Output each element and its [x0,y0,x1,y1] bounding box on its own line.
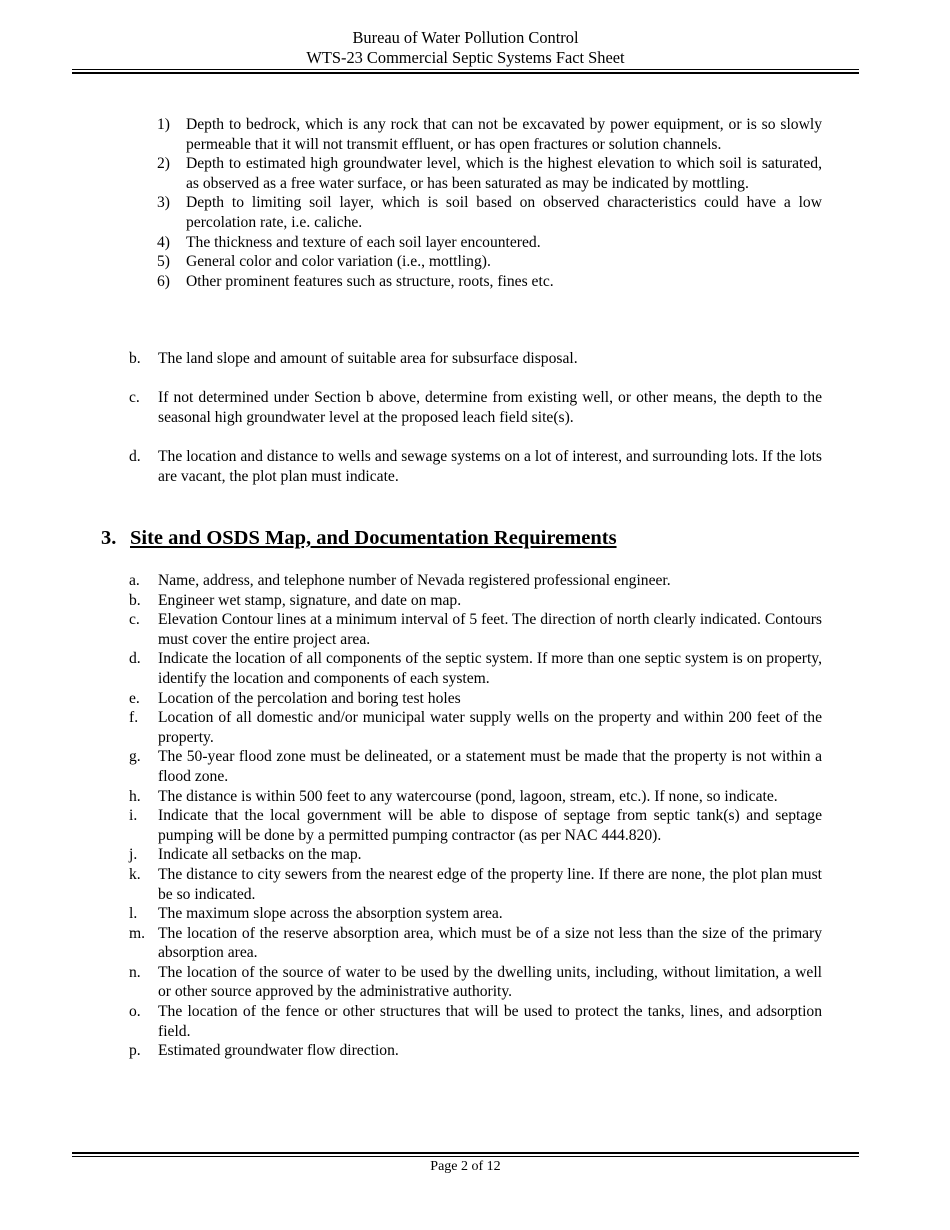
item-text: The thickness and texture of each soil layer encountered. [186,233,541,251]
list-item [129,806,822,845]
item-marker: p. [129,1042,141,1060]
header-rule-thick [72,72,859,74]
item-marker: m. [129,924,146,942]
item-text: The location of the reserve absorption area, which must be of a size not less than the size of the primary absorption area. [158,924,822,962]
item-text: Elevation Contour lines at a minimum interval of 5 feet. The direction of north clearly indicated. Contours must cover the entire project area. [158,611,822,648]
item-text: Depth to bedrock, which is any rock that can not be excavated by power equipment, or is so slowly permeable that it will not transmit effluent, or has open fractures or solution channels. [186,116,822,153]
header-bureau: Bureau of Water Pollution Control [352,28,579,47]
item-marker: l. [129,905,138,923]
list-item [157,272,822,292]
list-item [129,571,822,591]
item-marker: g. [129,748,141,766]
item-marker: 5) [157,253,170,271]
header-rule-thin [72,69,859,70]
list-item [129,447,822,486]
item-marker: k. [129,865,141,883]
list-item [129,708,822,747]
item-text: Depth to limiting soil layer, which is soil based on observed characteristics could have a low percolation rate, i.e. caliche. [186,194,822,231]
item-text: Location of the percolation and boring test holes [158,689,461,707]
list-item [129,963,822,1002]
list-item [129,649,822,688]
soil-characteristics-list [157,115,822,291]
item-marker: o. [129,1003,141,1021]
item-text: The location of the fence or other structures that will be used to protect the tanks, lines, and adsorption field. [158,1003,822,1040]
section-heading [101,526,617,550]
item-text: If not determined under Section b above, determine from existing well, or other means, the depth to the seasonal high groundwater level at the proposed leach field site(s). [158,389,822,426]
item-marker: 2) [157,155,170,173]
item-text: Indicate the location of all components of the septic system. If more than one septic system is on property, identify the location and components of each system. [158,650,822,687]
item-text: Indicate all setbacks on the map. [158,846,362,864]
item-marker: 6) [157,272,170,290]
item-text: The location of the source of water to be used by the dwelling units, including, without limitation, a well or other source approved by the administrative authority. [158,963,822,1001]
list-item [129,610,822,649]
item-text: Depth to estimated high groundwater level, which is the highest elevation to which soil is saturated, as observed as a free water surface, or has been saturated as may be indicated by mottling. [186,155,822,192]
item-marker: 4) [157,233,170,251]
item-marker: e. [129,689,140,707]
item-marker: b. [129,591,141,609]
list-item [129,787,822,807]
item-marker: d. [129,447,141,465]
item-marker: a. [129,572,140,589]
section-title: Site and OSDS Map, and Documentation Requirements [130,527,617,549]
item-text: Engineer wet stamp, signature, and date on map. [158,591,462,609]
list-item [157,193,822,232]
item-marker: c. [129,389,140,407]
item-marker: 3) [157,194,170,212]
list-item [157,115,822,154]
item-marker: f. [129,709,139,727]
list-item [157,252,822,272]
item-text: The distance to city sewers from the nearest edge of the property line. If there are none, the plot plan must be so indicated. [158,865,822,903]
page-header [72,28,859,67]
section-number: 3. [101,527,117,549]
item-marker: h. [129,787,141,805]
item-marker: c. [129,611,140,629]
item-marker: j. [129,846,138,864]
item-marker: n. [129,963,141,981]
list-item [129,1041,822,1061]
footer-rule-thick [72,1152,859,1154]
header-document-title: WTS-23 Commercial Septic Systems Fact Sheet [306,47,625,67]
item-text: The maximum slope across the absorption system area. [158,905,503,923]
item-text: Indicate that the local government will be able to dispose of septage from septic tank(s) and septage pumping will be done by a permitted pumping contractor (as per NAC 444.820). [158,807,822,844]
site-evaluation-list [129,349,822,506]
list-item [129,924,822,963]
list-item [129,904,822,924]
item-marker: i. [129,807,138,825]
list-item [157,154,822,193]
item-text: The 50-year flood zone must be delineated, or a statement must be made that the property is not within a flood zone. [158,748,822,785]
item-text: General color and color variation (i.e., mottling). [186,253,491,271]
item-marker: d. [129,650,141,668]
page-number: Page 2 of 12 [430,1159,501,1174]
list-item [129,349,822,369]
item-marker: b. [129,350,141,367]
list-item [129,747,822,786]
list-item [129,1002,822,1041]
list-item [129,845,822,865]
map-requirements-list [129,571,822,1061]
list-item [129,865,822,904]
item-text: The location and distance to wells and sewage systems on a lot of interest, and surrounding lots. If the lots are vacant, the plot plan must indicate. [158,447,822,485]
item-text: Name, address, and telephone number of Nevada registered professional engineer. [158,572,671,589]
list-item [129,388,822,427]
item-marker: 1) [157,116,170,133]
item-text: The land slope and amount of suitable area for subsurface disposal. [158,350,578,367]
list-item [129,689,822,709]
list-item [129,591,822,611]
item-text: Location of all domestic and/or municipal water supply wells on the property and within 200 feet of the property. [158,709,822,746]
item-text: Other prominent features such as structure, roots, fines etc. [186,272,554,290]
item-text: The distance is within 500 feet to any watercourse (pond, lagoon, stream, etc.). If none, so indicate. [158,787,778,805]
list-item [157,233,822,253]
item-text: Estimated groundwater flow direction. [158,1042,399,1060]
